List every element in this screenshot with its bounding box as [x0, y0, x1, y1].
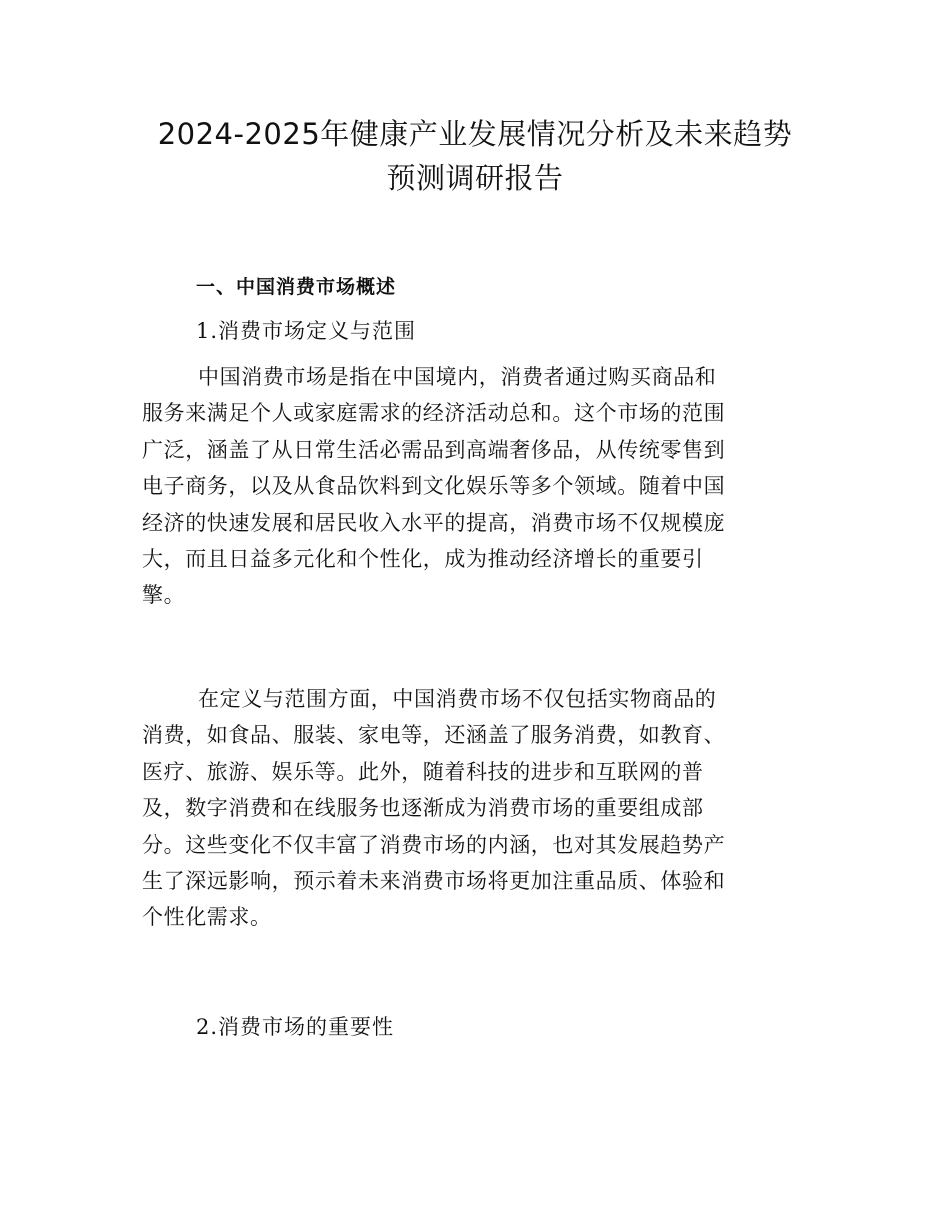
subsection-heading-2: 2.消费市场的重要性	[196, 1015, 395, 1039]
paragraph-line: 服务来满足个人或家庭需求的经济活动总和。这个市场的范围	[142, 401, 726, 426]
paragraph-line: 生了深远影响，预示着未来消费市场将更加注重品质、体验和	[142, 869, 726, 894]
paragraph-line: 及，数字消费和在线服务也逐渐成为消费市场的重要组成部	[142, 796, 704, 821]
paragraph-1	[142, 359, 812, 614]
paragraph-line: 医疗、旅游、娱乐等。此外，随着科技的进步和互联网的普	[142, 759, 704, 784]
paragraph-line: 分。这些变化不仅丰富了消费市场的内涵，也对其发展趋势产	[142, 832, 726, 857]
section-heading: 一、中国消费市场概述	[196, 276, 397, 298]
paragraph-line: 擎。	[142, 583, 186, 608]
paragraph-line: 广泛，涵盖了从日常生活必需品到高端奢侈品，从传统零售到	[142, 437, 726, 462]
paragraph-line: 个性化需求。	[142, 905, 272, 930]
paragraph-line: 消费，如食品、服装、家电等，还涵盖了服务消费，如教育、	[142, 723, 726, 748]
paragraph-line: 在定义与范围方面，中国消费市场不仅包括实物商品的	[198, 687, 717, 711]
title-line-2: 预测调研报告	[386, 161, 564, 195]
paragraph-line: 经济的快速发展和居民收入水平的提高，消费市场不仅规模庞	[142, 510, 726, 535]
title-line-1: 2024-2025年健康产业发展情况分析及未来趋势	[157, 117, 793, 151]
subsection-heading-1: 1.消费市场定义与范围	[196, 319, 417, 343]
paragraph-2	[142, 681, 812, 936]
paragraph-line: 电子商务，以及从食品饮料到文化娱乐等多个领域。随着中国	[142, 474, 726, 499]
document-title	[90, 112, 860, 200]
paragraph-line: 中国消费市场是指在中国境内，消费者通过购买商品和	[198, 365, 717, 389]
paragraph-line: 大，而且日益多元化和个性化，成为推动经济增长的重要引	[142, 547, 704, 572]
